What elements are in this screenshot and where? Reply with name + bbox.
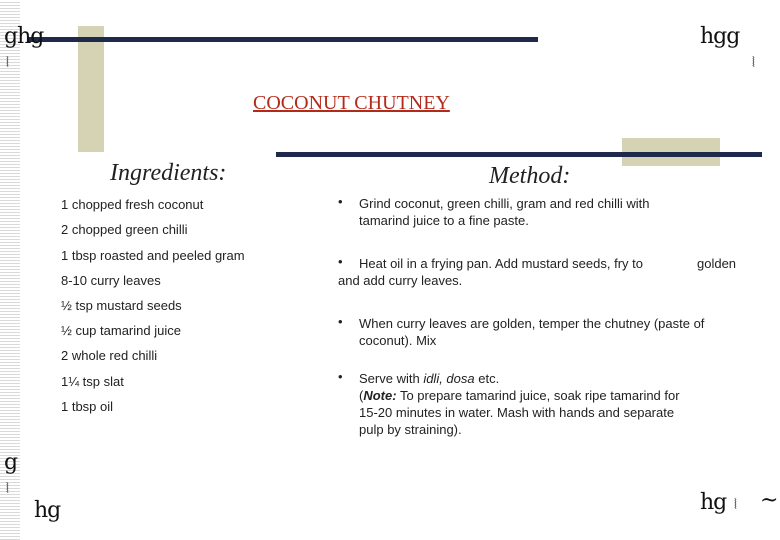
method-step-text-pre: ( <box>359 388 364 403</box>
method-step-text <box>359 370 499 387</box>
decoration-bottom-right: hg <box>700 490 727 515</box>
ingredient-item: 8-10 curry leaves <box>61 273 161 288</box>
tan-accent-block-top <box>78 26 104 152</box>
ingredient-item: 2 chopped green chilli <box>61 222 188 237</box>
method-step-text-post: etc. <box>474 371 500 386</box>
method-heading: Method: <box>489 163 571 189</box>
ingredient-item: 1 tbsp oil <box>61 399 114 414</box>
method-step-text-pre: Serve with <box>359 371 424 386</box>
page-title: COCONUT CHUTNEY <box>253 92 450 114</box>
decoration-top-left: ghg <box>4 24 44 49</box>
method-step-text: When curry leaves are golden, temper the chutney (paste of <box>359 316 705 331</box>
method-step-text: golden <box>697 256 737 271</box>
method-step-text: Heat oil in a frying pan. Add mustard seeds, fry to <box>359 256 643 271</box>
method-step-text-post: To prepare tamarind juice, soak ripe tamarind for <box>396 388 680 403</box>
ingredient-item: 1 chopped fresh coconut <box>61 197 204 212</box>
method-step-note-label-text: Note: <box>363 388 397 403</box>
ingredient-item: 1 tbsp roasted and peeled gram <box>61 248 245 263</box>
method-step-bullet: • <box>338 314 343 329</box>
decoration-top-right: hgg <box>700 24 740 49</box>
method-step-text: 15-20 minutes in water. Mash with hands and separate <box>359 405 675 420</box>
ingredient-item: ½ tsp mustard seeds <box>61 298 182 313</box>
method-bar <box>276 152 762 157</box>
top-bar <box>28 37 538 42</box>
method-step-bullet: • <box>338 369 343 384</box>
method-step-text: pulp by straining). <box>359 422 462 437</box>
decoration-bottom-left-marks: ⦚ <box>6 481 8 497</box>
ingredient-item: ½ cup tamarind juice <box>61 323 181 338</box>
method-step-text <box>359 387 680 404</box>
decoration-top-left-marks: ⦚ <box>6 55 8 71</box>
method-step-text: and add curry leaves. <box>338 273 463 288</box>
method-step-text: tamarind juice to a fine paste. <box>359 213 529 228</box>
method-step-text-italic: idli, dosa <box>423 371 475 386</box>
decoration-bottom-right-tail: ~ <box>760 488 778 513</box>
decoration-top-right-marks: ⦚ <box>752 55 754 71</box>
method-step-bullet: • <box>338 194 343 209</box>
ingredients-heading: Ingredients: <box>110 160 227 186</box>
method-step-bullet: • <box>338 254 343 269</box>
method-step-note-label <box>363 388 396 403</box>
decoration-bottom-right-marks: ⦚ <box>734 497 736 513</box>
decoration-bottom-left-top: g <box>4 450 18 475</box>
ingredient-item: 1¼ tsp slat <box>61 374 124 389</box>
ingredient-item: 2 whole red chilli <box>61 348 158 363</box>
method-step-text: coconut). Mix <box>359 333 437 348</box>
decoration-bottom-left: hg <box>34 498 61 523</box>
method-step-text: Grind coconut, green chilli, gram and red chilli with <box>359 196 650 211</box>
